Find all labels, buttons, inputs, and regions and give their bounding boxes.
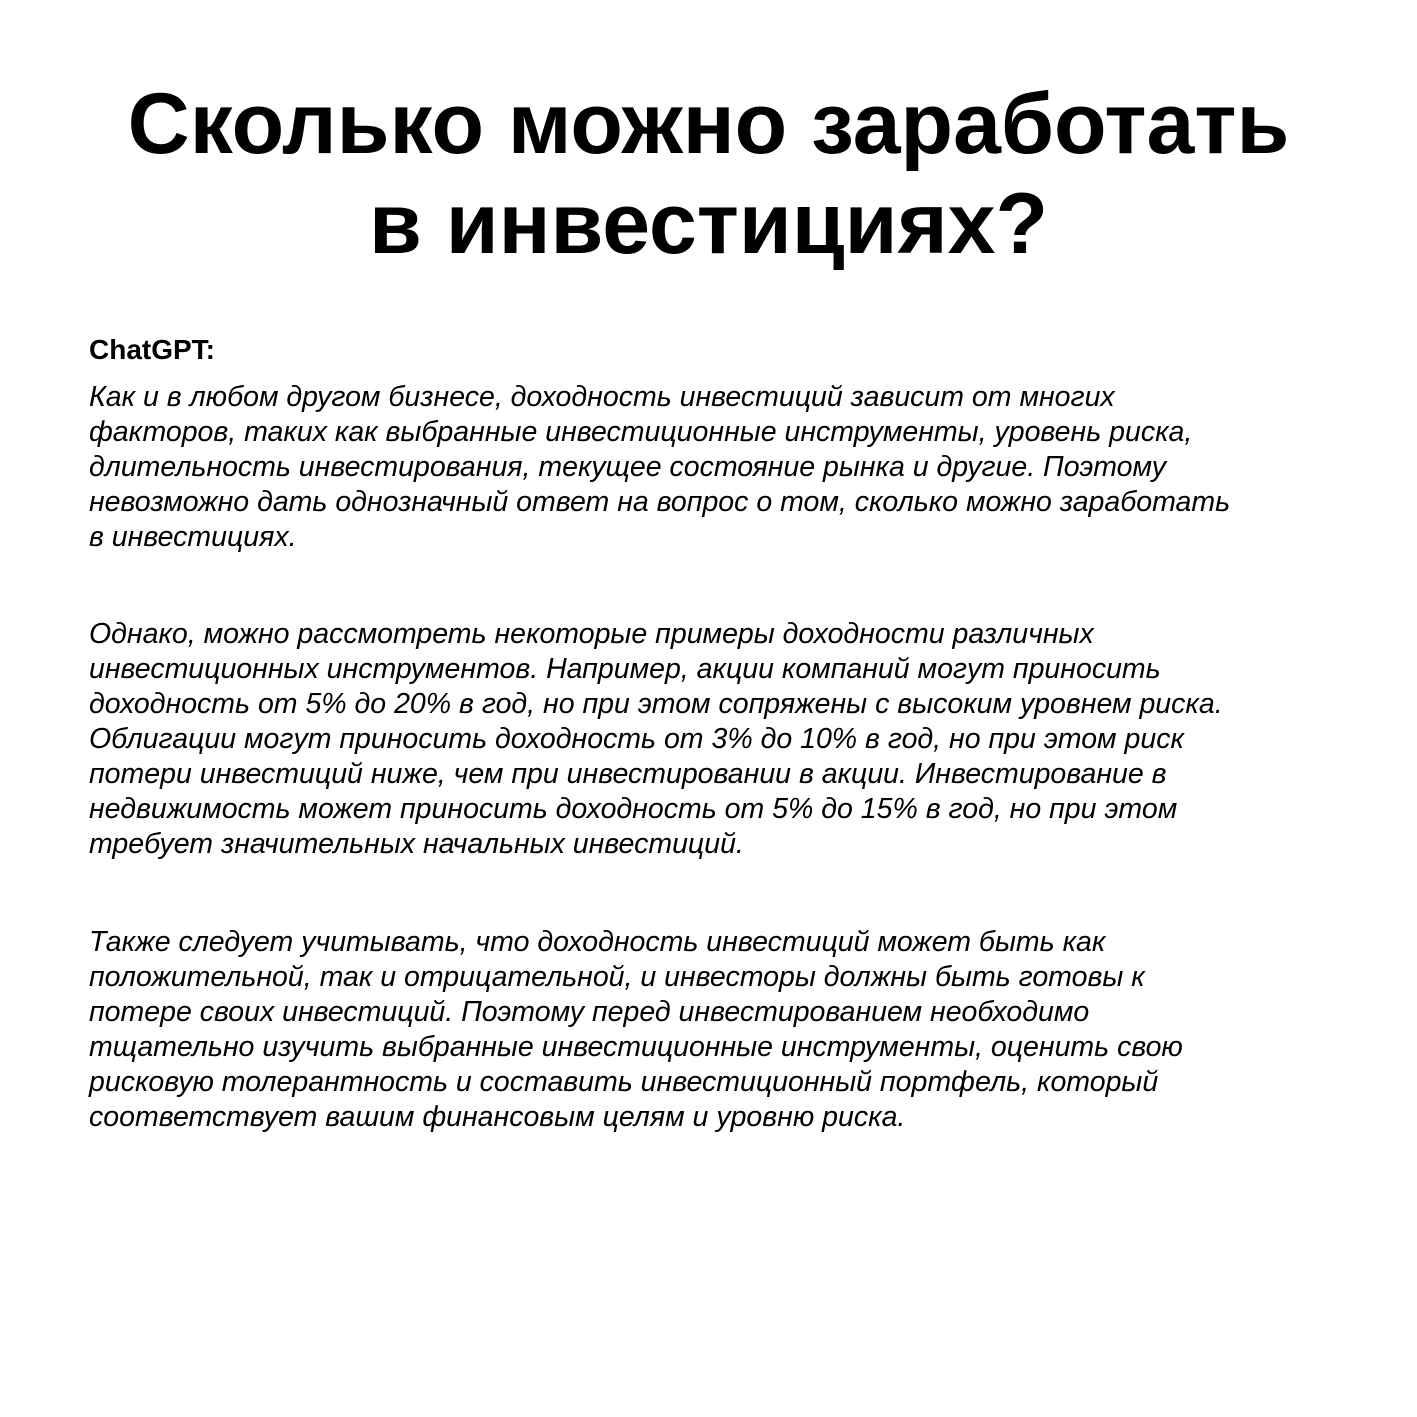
paragraph-line: Облигации могут приносить доходность от 3% до 10% в год, но при этом риск [89, 723, 1184, 755]
paragraph-line: Как и в любом другом бизнесе, доходность инвестиций зависит от многих [89, 381, 1115, 413]
paragraph-line: Однако, можно рассмотреть некоторые примеры доходности различных [89, 618, 1094, 650]
title-line: в инвестициях? [368, 176, 1049, 272]
paragraph-line: потере своих инвестиций. Поэтому перед инвестированием необходимо [89, 996, 1090, 1028]
paragraph-line: инвестиционных инструментов. Например, акции компаний могут приносить [89, 653, 1161, 685]
paragraph-line: доходность от 5% до 20% в год, но при этом сопряжены с высоким уровнем риска. [89, 688, 1223, 720]
paragraph-line: тщательно изучить выбранные инвестиционные инструменты, оценить свою [89, 1031, 1183, 1063]
paragraph-line: требует значительных начальных инвестиций. [89, 828, 744, 860]
paragraph-line: положительной, так и отрицательной, и инвесторы должны быть готовы к [89, 961, 1145, 993]
paragraph-line: факторов, таких как выбранные инвестиционные инструменты, уровень риска, [89, 416, 1193, 448]
answer-paragraph-1 [89, 380, 1379, 555]
paragraph-line: Также следует учитывать, что доходность инвестиций может быть как [89, 926, 1106, 958]
paragraph-line: соответствует вашим финансовым целям и уровню риска. [89, 1101, 906, 1133]
paragraph-line: недвижимость может приносить доходность от 5% до 15% в год, но при этом [89, 793, 1178, 825]
paragraph-line: потери инвестиций ниже, чем при инвестировании в акции. Инвестирование в [89, 758, 1167, 790]
title-line: Сколько можно заработать [127, 76, 1290, 172]
paragraph-line: рисковую толерантность и составить инвестиционный портфель, который [89, 1066, 1159, 1098]
speaker-label: ChatGPT: [89, 334, 215, 365]
answer-paragraph-2 [89, 617, 1379, 862]
answer-paragraph-3 [89, 925, 1379, 1135]
paragraph-line: невозможно дать однозначный ответ на вопрос о том, сколько можно заработать [89, 486, 1231, 518]
paragraph-line: в инвестициях. [89, 521, 297, 553]
paragraph-line: длительность инвестирования, текущее состояние рынка и другие. Поэтому [89, 451, 1166, 483]
page-title [40, 74, 1377, 274]
